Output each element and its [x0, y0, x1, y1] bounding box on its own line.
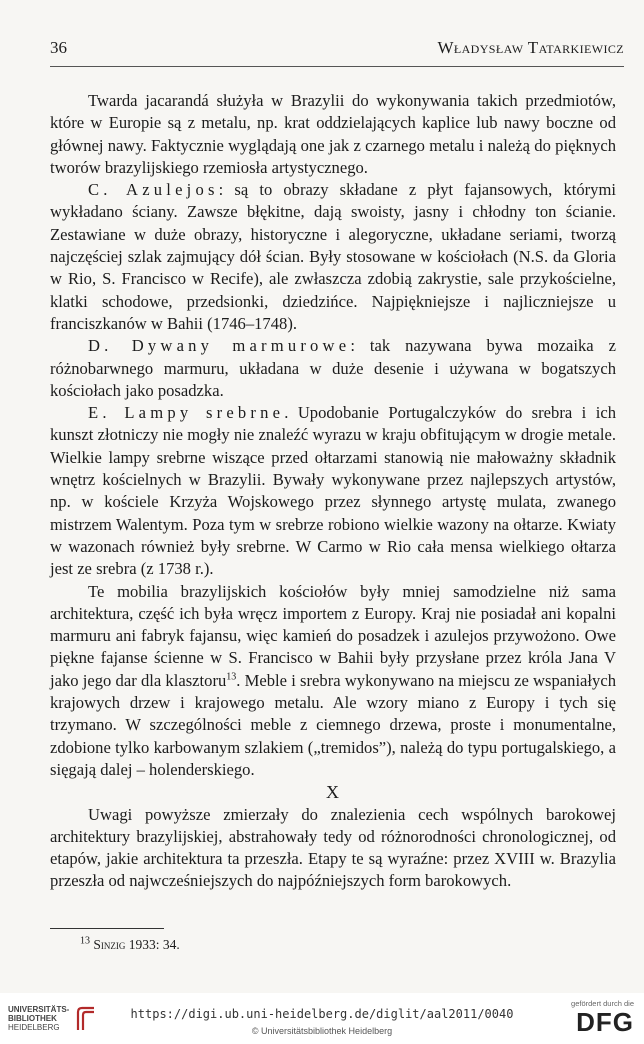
term-lampy: E. Lampy srebrne — [88, 403, 285, 423]
paragraph-mobilia-text-a: Te mobilia brazylijskich kościołów były mniej samodzielne niż sama architektura, część ich była wręcz importem z Europy. Kraj nie posiadał ani kopalni marmuru ani fabryk fajansu, więc kamień do posadzek i azulejos przywożono. Owe piękne fajanse ścienne w S. Francisco w Bahii były przysłane przez króla Jana V jako jego dar dla klasztoru — [50, 581, 616, 690]
source-url[interactable]: https://digi.ub.uni-heidelberg.de/diglit/aal2011/0040 — [130, 1007, 514, 1021]
running-header — [50, 38, 624, 64]
footnote-rule — [50, 928, 164, 929]
paragraph-azulejos — [50, 179, 616, 335]
digitization-footer — [0, 993, 644, 1044]
paragraph-lampy-text: . Upodobanie Portugalczyków do srebra i ich kunszt złotniczy nie mogły nie znaleźć wyrazu w kraju obfitującym w drogie metale. Wielkie lampy srebrne wiszące przed ołtarzami stanowią nie małoważny składnik wnętrz kościelnych w Brazylii. Bywały wykonywane przez najlepszych artystów, np. w kościele Krzyża Wojskowego przez słynnego artystę mulata, zwanego mistrzem Walentym. Poza tym w srebrze robiono wielkie wazony na ołtarze. Kwiaty w wazonach również były srebrne. W Carmo w Rio cała mensa wielkiego ołtarza jest ze srebra (z 1738 r.). — [50, 403, 616, 579]
paragraph-azulejos-text: : są to obrazy składane z płyt fajansowych, którymi wykładano ściany. Zawsze błękitne, dają swoisty, jasny i chłodny ton ścianie. Zestawiane w duże obrazy, historyczne i alegoryczne, układane seriami, tworzą najczęściej szlak zajmujący dół ścian. Były stosowane w kościołach (N.S. da Gloria w Rio, S. Francisco w Recife), ale zwłaszcza zdobią zakrystie, sale przykościelne, klatki schodowe, przedsionki, dziedzińce. Najpiękniejsze i najliczniejsze u franciszkanów w Bahii (1746–1748). — [50, 180, 616, 333]
paragraph-dywany — [50, 335, 616, 402]
term-azulejos: C. Azulejos — [88, 180, 219, 200]
funder-note: gefördert durch die — [571, 999, 634, 1008]
body-text — [50, 90, 616, 893]
paragraph-uwagi: Uwagi powyższe zmierzały do znalezienia cech wspólnych barokowej architektury brazylijskiej, abstrahowały tedy od różnorodności chronologicznej, od etapów, jakie architektura ta przeszła. Etapy te są wyraźne: przez XVIII w. Brazylia przeszła od najwcześniejszych do najpóźniejszych form barokowych. — [50, 804, 616, 891]
section-heading: X — [326, 782, 340, 803]
header-rule — [50, 66, 624, 67]
paragraph-dywany-text: : tak nazywana bywa mozaika z różnobarwnego marmuru, układana w duże desenie i używana w bogatszych kościołach jako posadzka. — [50, 336, 616, 400]
paragraph-jacaranda: Twarda jacarandá służyła w Brazylii do wykonywania takich przedmiotów, które w Europie są z metalu, np. krat oddzielających kaplice lub nawy boczne od głównej nawy. Faktycznie wyglądają one jak z czarnego metalu i należą do pięknych tworów brazylijskiego rzemiosła artystycznego. — [50, 91, 616, 177]
copyright: © Universitätsbibliothek Heidelberg — [251, 1026, 393, 1036]
footnote-author: Sinzig — [93, 937, 126, 952]
dfg-logo: DFG — [576, 1007, 634, 1037]
term-dywany: D. Dywany marmurowe — [88, 336, 351, 356]
funder-logo[interactable] — [571, 999, 634, 1036]
footnote — [80, 937, 180, 953]
library-name-line1: UNIVERSITÄTS- — [8, 1005, 70, 1014]
paragraph-mobilia — [50, 581, 616, 782]
footnote-ref-text: 1933: 34. — [128, 937, 180, 952]
paragraph-lampy — [50, 402, 616, 580]
page-number: 36 — [50, 38, 67, 57]
library-name-line3: HEIDELBERG — [8, 1023, 60, 1032]
footnote-number: 13 — [80, 935, 90, 947]
running-author: Władysław Tatarkiewicz — [437, 38, 624, 57]
footnote-ref[interactable]: 13 — [226, 671, 237, 683]
library-name-line2: BIBLIOTHEK — [8, 1014, 57, 1023]
paragraph-mobilia-text-b: . Meble i srebra wykonywano na miejscu ze wspaniałych krajowych drzew i krajowego metalu. Ale wzory miano z Europy i tych się trzymano. W szczególności meble z ciemnego drzewa, proste i monumentalne, zdobione tylko karbowanym szlakiem („tremidos”), należą do typu portugalskiego, a sięgają dalej – holenderskiego. — [50, 670, 616, 779]
